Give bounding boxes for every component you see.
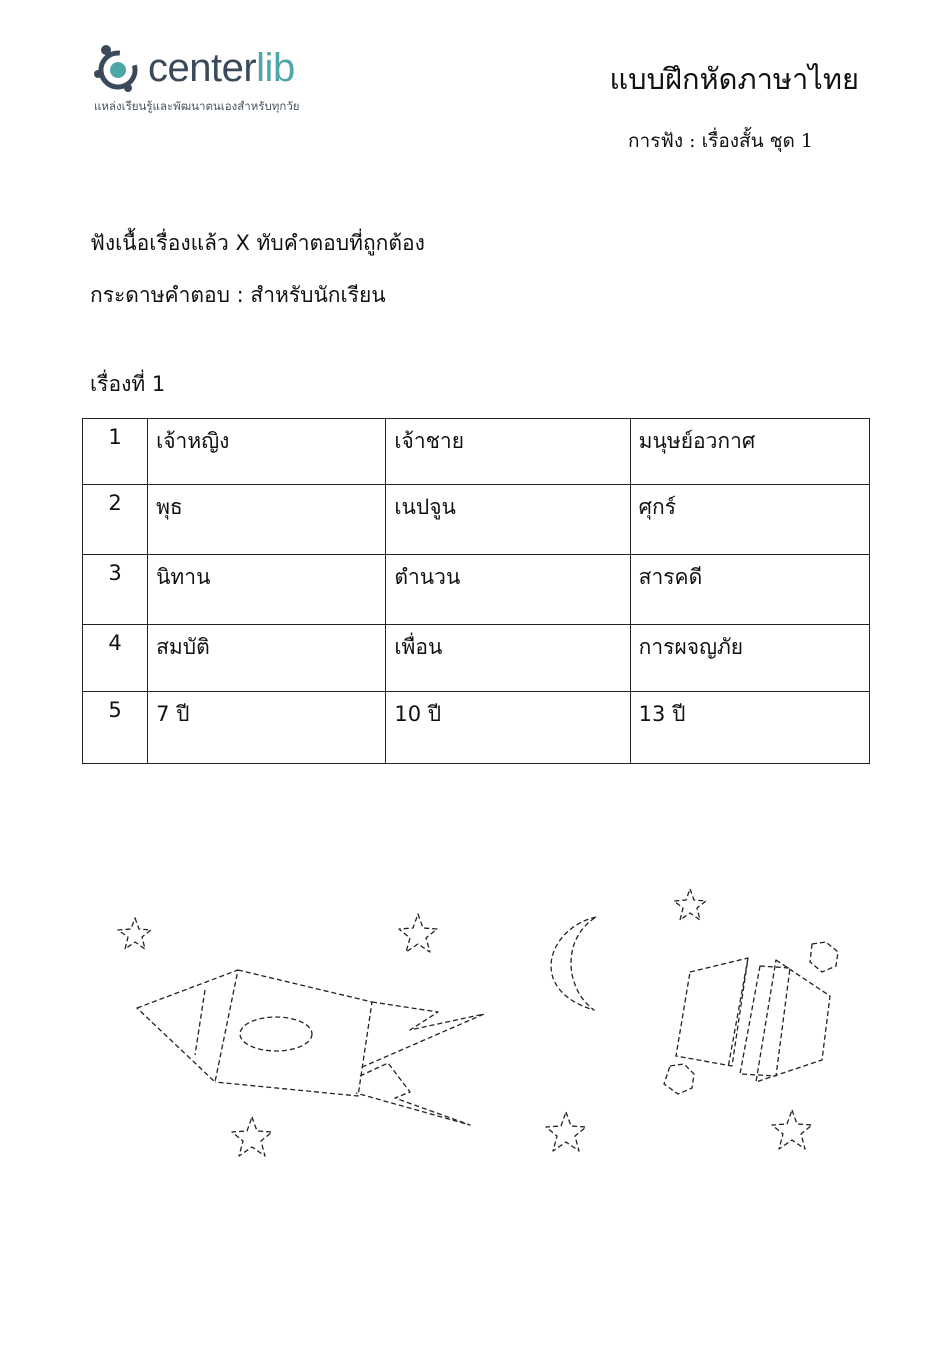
story-label: เรื่องที่ 1: [90, 372, 166, 396]
question-number: 1: [83, 419, 148, 485]
star-icon: [118, 918, 151, 949]
question-number: 5: [83, 692, 148, 764]
centerlib-logo: [92, 40, 352, 120]
answer-choice[interactable]: สารคดี: [630, 555, 869, 625]
answer-choice[interactable]: เจ้าชาย: [386, 419, 630, 485]
question-number: 3: [83, 555, 148, 625]
rocket-icon: [137, 970, 484, 1125]
star-icon: [772, 1110, 812, 1149]
answer-choice[interactable]: การผจญภัย: [630, 625, 869, 692]
answer-choice[interactable]: พุธ: [148, 485, 386, 555]
logo-tagline: แหล่งเรียนรู้และพัฒนาตนเองสำหรับทุกวัย: [94, 99, 300, 113]
crescent-moon-icon: [551, 917, 596, 1010]
logo-word-lib: lib: [256, 46, 295, 90]
worksheet-title: แบบฝึกหัดภาษาไทย: [609, 62, 859, 96]
instruction-line-1: ฟังเนื้อเรื่องแล้ว X ทับคำตอบที่ถูกต้อง: [90, 231, 425, 255]
answer-choice[interactable]: สมบัติ: [148, 625, 386, 692]
logo-wordmark: [148, 44, 295, 92]
answer-choice[interactable]: เนปจูน: [386, 485, 630, 555]
answer-choice[interactable]: ตำนวน: [386, 555, 630, 625]
table-row: [83, 555, 870, 625]
star-icon: [232, 1117, 272, 1156]
logo-mark-icon: [92, 40, 148, 96]
spaceship-icon: [664, 942, 838, 1094]
answer-choice[interactable]: นิทาน: [148, 555, 386, 625]
answer-choice[interactable]: เพื่อน: [386, 625, 630, 692]
star-icon: [399, 914, 437, 952]
answer-table: [82, 418, 870, 764]
answer-choice[interactable]: 10 ปี: [386, 692, 630, 764]
answer-choice[interactable]: 13 ปี: [630, 692, 869, 764]
answer-choice[interactable]: ศุกร์: [630, 485, 869, 555]
space-tracing-illustration: [0, 860, 951, 1200]
instruction-line-2: กระดาษคำตอบ : สำหรับนักเรียน: [90, 283, 386, 307]
question-number: 2: [83, 485, 148, 555]
worksheet-subtitle: การฟัง : เรื่องสั้น ชุด 1: [628, 130, 813, 152]
answer-choice[interactable]: มนุษย์อวกาศ: [630, 419, 869, 485]
answer-choice[interactable]: 7 ปี: [148, 692, 386, 764]
answer-choice[interactable]: เจ้าหญิง: [148, 419, 386, 485]
table-row: [83, 625, 870, 692]
table-row: [83, 485, 870, 555]
table-row: [83, 692, 870, 764]
question-number: 4: [83, 625, 148, 692]
star-icon: [546, 1112, 586, 1151]
star-icon: [674, 889, 706, 920]
logo-word-center: center: [148, 46, 257, 90]
table-row: [83, 419, 870, 485]
